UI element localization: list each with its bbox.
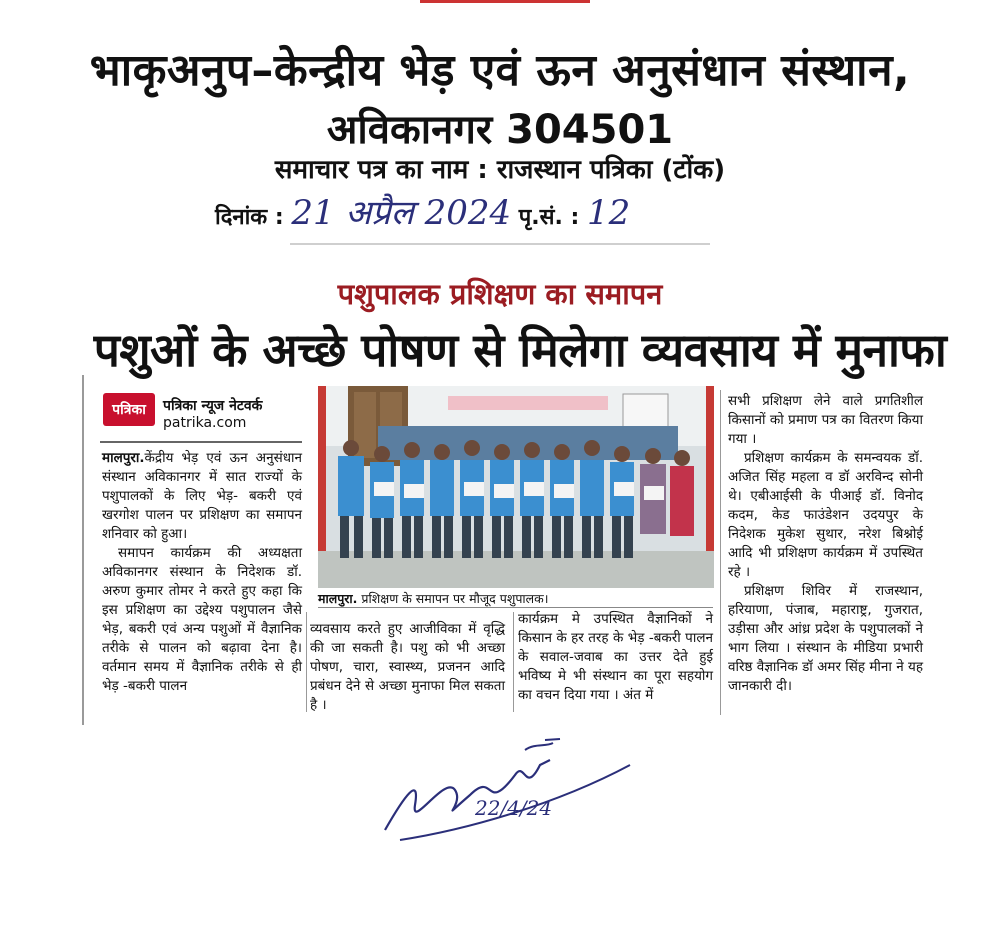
handwritten-signature [375, 735, 645, 850]
column4-paragraph1: सभी प्रशिक्षण लेने वाले प्रगतिशील किसानों को प्रमाण पत्र का वितरण किया गया । [728, 393, 923, 447]
article-column-4 [728, 392, 923, 696]
column-separator [513, 612, 514, 712]
column4-paragraph3: प्रशिक्षण शिविर में राजस्थान, हरियाणा, पंजाब, महाराष्ट्र, गुजरात, उड़ीसा और आंध्र प्रदेश के पशुपालकों ने भाग लिया । संस्थान के मीडिया प्रभारी वरिष्ठ वैज्ञानिक डॉ अमर सिंह मीना ने यह जानकारी दी। [728, 583, 923, 694]
patrika-logo: पत्रिका [103, 393, 155, 426]
date-page-line [215, 188, 630, 234]
column4-paragraph2: प्रशिक्षण कार्यक्रम के समन्वयक डॉ. अजित सिंह महला व डॉ अरविन्द सोनी थे। एबीआईसी के पीआई डॉ. विनोद कदम, केड फाउंडेशन उदयपुर के निदेशक मुकेश सुथार, नरेश बिश्नोई आदि भी प्रशिक्षण कार्यक्रम में उपस्थित रहे । [728, 450, 923, 580]
article-kicker: पशुपालक प्रशिक्षण का समापन [337, 277, 663, 311]
column-separator [720, 390, 721, 715]
page-number-handwritten: 12 [587, 193, 631, 233]
news-network-name: पत्रिका न्यूज नेटवर्क [163, 398, 263, 414]
date-handwritten: 21 अप्रैल 2024 [291, 193, 512, 233]
article-dateline: मालपुरा. [102, 450, 145, 466]
institute-name-line2: अविकानगर 304501 [326, 107, 674, 153]
news-network-site: patrika.com [163, 415, 247, 431]
clipping-top-mark [420, 0, 590, 3]
group-photo [318, 386, 714, 588]
column1-paragraph2: समापन कार्यक्रम की अध्यक्षता अविकानगर संस्थान के निदेशक डॉ. अरुण कुमार तोमर ने करते हुए कहा कि इस प्रशिक्षण का उद्देश्य पशुपालन जैसे भेड़, बकरी एवं अन्य पशुओं में वैज्ञानिक तरीके से पालन को बढ़ावा देना है। वर्तमान समय में वैज्ञानिक तरीके से ही भेड़ -बकरी पालन [102, 545, 302, 694]
group-photo-illustration [318, 386, 714, 588]
caption-divider [318, 607, 713, 608]
byline-divider [100, 441, 302, 443]
caption-text: प्रशिक्षण के समापन पर मौजूद पशुपालक। [361, 591, 549, 606]
date-label: दिनांक : [215, 205, 284, 230]
article-column-2: व्यवसाय करते हुए आजीविका में वृद्धि की जा सकती है। पशु को भी अच्छा पोषण, चारा, स्वास्थ्य, प्रजनन आदि प्रबंधन देने से अच्छा मुनाफा मिल सकता है । [310, 621, 505, 713]
newspaper-name: समाचार पत्र का नाम : राजस्थान पत्रिका (टोंक) [274, 155, 726, 185]
column-separator [306, 612, 307, 712]
caption-place: मालपुरा. [318, 591, 358, 606]
clipping-left-border [82, 375, 84, 725]
clipping-edge [290, 243, 710, 245]
article-column-1 [102, 449, 302, 696]
page-label: पृ.सं. : [518, 205, 580, 230]
article-column-3: कार्यक्रम मे उपस्थित वैज्ञानिकों ने किसान के हर तरह के भेड़ -बकरी पालन के सवाल-जवाब का उत्तर देते हुई भविष्य मे भी संस्थान का पूरा सहयोग का वचन दिया गया । अंत में [518, 611, 713, 703]
column1-paragraph1: केंद्रीय भेड़ एवं ऊन अनुसंधान संस्थान अविकानगर में सात राज्यों के पशुपालकों के लिए भेड़- बकरी एवं खरगोश पालन पर प्रशिक्षण का समापन शनिवार को हुआ। [102, 450, 302, 542]
article-headline: पशुओं के अच्छे पोषण से मिलेगा व्यवसाय में मुनाफा [93, 323, 947, 377]
photo-caption [318, 590, 713, 607]
signature-date: 22/4/24 [475, 796, 553, 820]
institute-name-line1: भाकृअनुप–केन्द्रीय भेड़ एवं ऊन अनुसंधान संस्थान, [89, 45, 911, 96]
signature-scribble [375, 735, 645, 850]
